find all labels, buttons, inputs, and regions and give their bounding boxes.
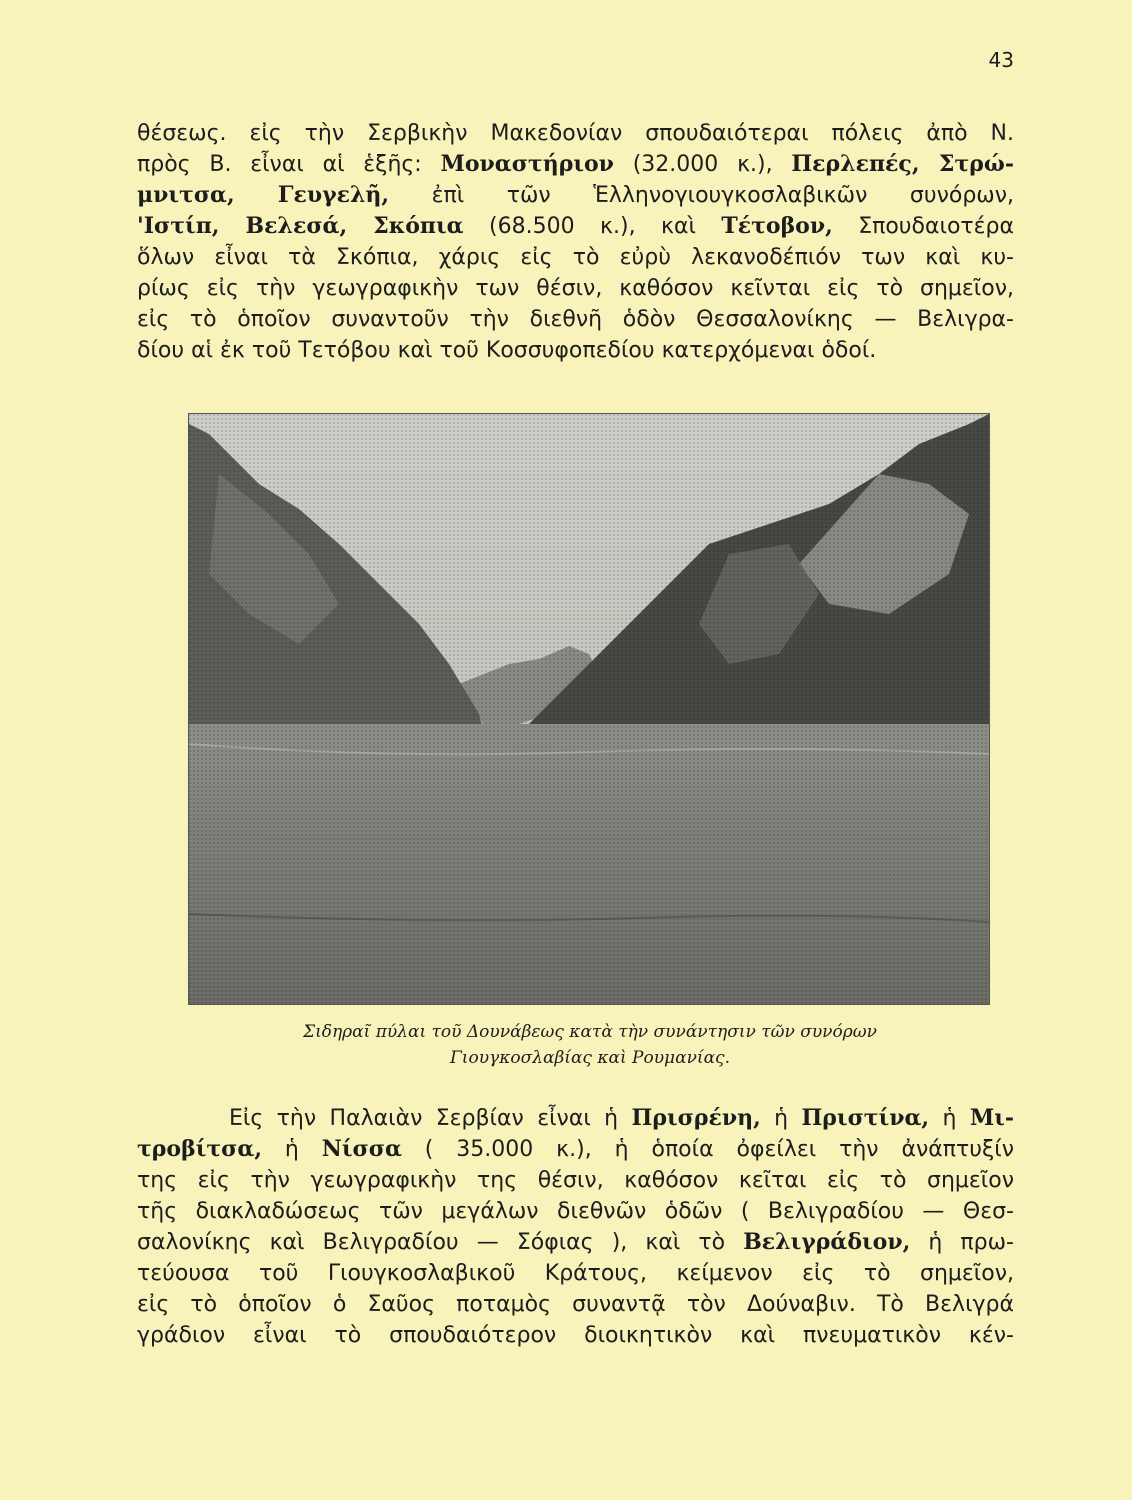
- figure-caption-line-1: Σιδηραῖ πύλαι τοῦ Δουνάβεως κατὰ τὴν συνάντησιν τῶν συνόρων: [303, 1022, 877, 1042]
- danube-iron-gates-photo: [188, 413, 990, 1005]
- text-line: τῆς διακλαδώσεως τῶν μεγάλων διεθνῶν ὁδῶν ( Βελιγραδίου — Θεσ-: [137, 1199, 1014, 1224]
- paragraph-2: [137, 1103, 1014, 1351]
- text-line: ρίως εἰς τὴν γεωγραφικὴν των θέσιν, καθόσον κεῖνται εἰς τὸ σημεῖον,: [137, 276, 1014, 301]
- text-line: εἰς τὸ ὁποῖον συναντοῦν τὴν διεθνῆ ὁδὸν Θεσσαλονίκης — Βελιγρα-: [137, 307, 1014, 332]
- text-line: τεύουσα τοῦ Γιουγκοσλαβικοῦ Κράτους, κείμενον εἰς τὸ σημεῖον,: [137, 1261, 1014, 1286]
- text-line: ὅλων εἶναι τὰ Σκόπια, χάρις εἰς τὸ εὐρὺ λεκανοδέπιόν των καὶ κυ-: [137, 245, 1014, 270]
- text-line: εἰς τὸ ὁποῖον ὁ Σαῦος ποταμὸς συναντᾷ τὸν Δούναβιν. Τὸ Βελιγρά: [137, 1292, 1014, 1317]
- text-line: της εἰς τὴν γεωγραφικὴν της θέσιν, καθόσον κεῖται εἰς τὸ σημεῖον: [137, 1168, 1014, 1193]
- figure-caption-line-2: Γιουγκοσλαβίας καὶ Ρουμανίας.: [450, 1048, 730, 1068]
- text-line: μνιτσα, Γευγελῆ, ἐπὶ τῶν Ἑλληνογιουγκοσλαβικῶν συνόρων,: [137, 182, 1014, 208]
- text-line: γράδιον εἶναι τὸ σπουδαιότερον διοικητικὸν καὶ πνευματικὸν κέν-: [137, 1323, 1014, 1348]
- text-line: δίου αἱ ἐκ τοῦ Τετόβου καὶ τοῦ Κοσσυφοπεδίου κατερχόμεναι ὁδοί.: [137, 338, 877, 363]
- text-line: θέσεως. εἰς τὴν Σερβικὴν Μακεδονίαν σπουδαιότεραι πόλεις ἀπὸ Ν.: [137, 121, 1014, 146]
- text-line: τροβίτσα, ἡ Νίσσα ( 35.000 κ.), ἡ ὁποία ὀφείλει τὴν ἀνάπτυξίν: [137, 1136, 1014, 1162]
- text-line: 'Ιστίπ, Βελεσά, Σκόπια (68.500 κ.), καὶ Τέτοβον, Σπουδαιοτέρα: [137, 213, 1015, 239]
- text-line: Εἰς τὴν Παλαιὰν Σερβίαν εἶναι ἡ Πρισρένη, ἡ Πριστίνα, ἡ Μι-: [229, 1105, 1014, 1131]
- text-line: πρὸς Β. εἶναι αἱ ἑξῆς: Μοναστήριον (32.000 κ.), Περλεπές, Στρώ-: [137, 151, 1014, 177]
- text-line: σαλονίκης καὶ Βελιγραδίου — Σόφιας ), καὶ τὸ Βελιγράδιον, ἡ πρω-: [137, 1229, 1014, 1255]
- paragraph-1: [137, 118, 1014, 366]
- page-number: 43: [988, 48, 1014, 72]
